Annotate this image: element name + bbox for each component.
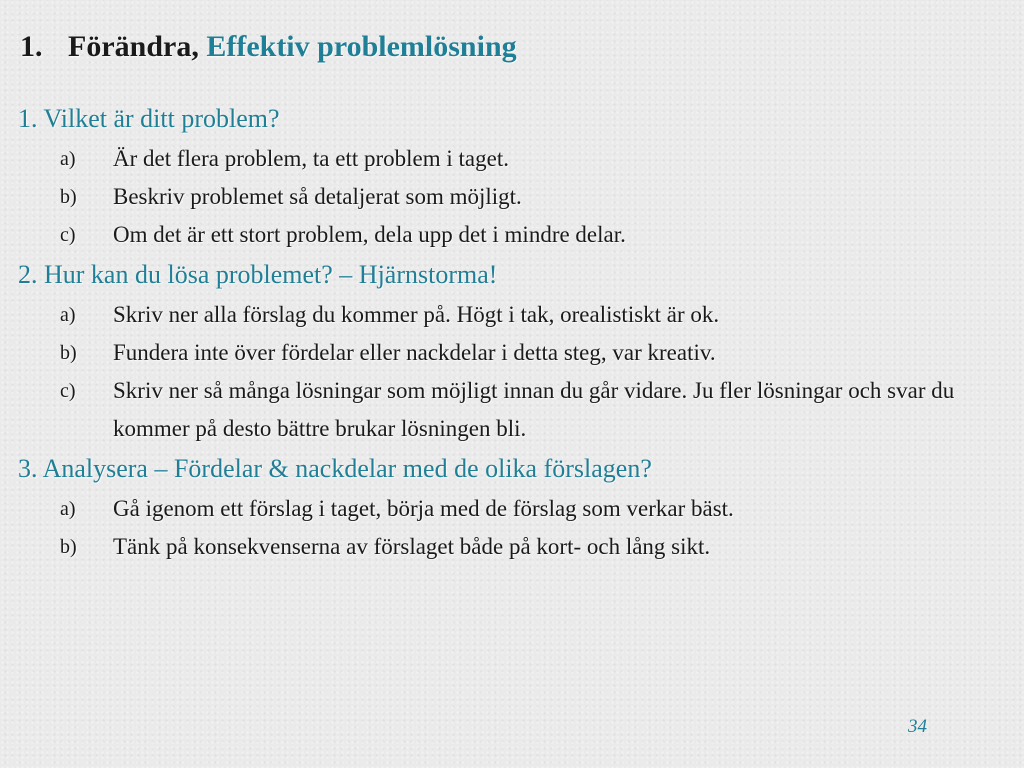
section-heading: 3. Analysera – Fördelar & nackdelar med de olika förslagen? — [18, 454, 652, 483]
item-marker: c) — [60, 224, 76, 246]
item-marker: c) — [60, 380, 76, 402]
item-marker: b) — [60, 536, 77, 558]
section-1 — [18, 102, 1008, 254]
item-text: Skriv ner så många lösningar som möjligt innan du går vidare. Ju fler lösningar och svar du kommer på desto bättre brukar lösningen bli. — [113, 378, 955, 441]
section-2 — [18, 258, 1008, 448]
item-marker: a) — [60, 304, 76, 326]
item-text: Om det är ett stort problem, dela upp det i mindre delar. — [113, 222, 626, 247]
item-marker: b) — [60, 186, 77, 208]
slide-content — [18, 102, 1008, 570]
section-heading: 1. Vilket är ditt problem? — [18, 104, 280, 133]
list-item — [18, 140, 1008, 178]
section-heading: 2. Hur kan du lösa problemet? – Hjärnstorma! — [18, 260, 498, 289]
page-number: 34 — [908, 716, 927, 737]
item-text: Fundera inte över fördelar eller nackdelar i detta steg, var kreativ. — [113, 340, 716, 365]
item-text: Är det flera problem, ta ett problem i taget. — [113, 146, 509, 171]
title-number: 1. — [20, 30, 43, 63]
list-item — [18, 334, 1008, 372]
list-item — [18, 528, 1008, 566]
item-text: Skriv ner alla förslag du kommer på. Högt i tak, orealistiskt är ok. — [113, 302, 720, 327]
slide-title — [20, 28, 517, 66]
title-lead: Förändra, — [68, 30, 199, 63]
list-item — [18, 216, 1008, 254]
item-marker: a) — [60, 148, 76, 170]
list-item — [18, 296, 1008, 334]
item-marker: a) — [60, 498, 76, 520]
title-accent: Effektiv problemlösning — [206, 30, 517, 63]
list-item — [18, 372, 1008, 448]
item-text: Beskriv problemet så detaljerat som möjligt. — [113, 184, 522, 209]
list-item — [18, 490, 1008, 528]
section-3 — [18, 452, 1008, 566]
item-text: Gå igenom ett förslag i taget, börja med de förslag som verkar bäst. — [113, 496, 734, 521]
item-marker: b) — [60, 342, 77, 364]
item-text: Tänk på konsekvenserna av förslaget både på kort- och lång sikt. — [113, 534, 711, 559]
list-item — [18, 178, 1008, 216]
